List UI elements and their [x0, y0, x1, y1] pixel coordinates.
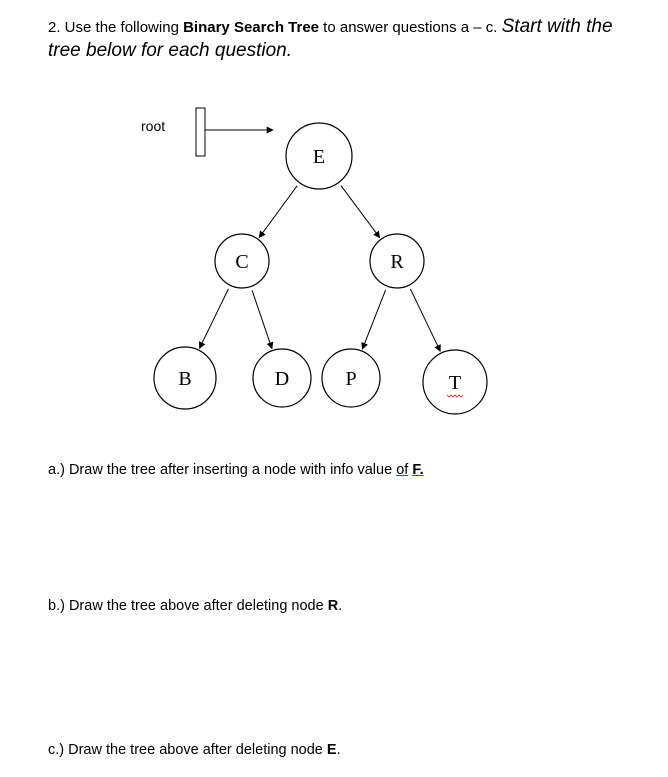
part-c-value: E: [326, 742, 337, 758]
node-c: [215, 234, 269, 288]
root-label: root: [141, 118, 166, 134]
node-b: [154, 347, 216, 409]
node-r: [370, 234, 424, 288]
node-label-c: C: [235, 251, 249, 273]
part-b-text: b.) Draw the tree above after deleting node: [48, 598, 328, 614]
part-c-end: .: [336, 742, 341, 758]
part-a-text: a.) Draw the tree after inserting a node with info value: [48, 462, 397, 478]
node-label-p: P: [345, 368, 357, 390]
question-intro: Use the following: [60, 19, 184, 36]
edge-r-t: [410, 289, 440, 351]
question-bold-term: Binary Search Tree: [183, 19, 320, 36]
part-c: [48, 742, 341, 758]
part-b: [48, 598, 342, 614]
node-p: [322, 349, 380, 407]
question-emphasis-2: tree below for each question.: [48, 40, 292, 61]
node-t: [423, 350, 487, 414]
question-intro-rest: to answer questions a – c.: [319, 19, 502, 36]
edge-e-r: [341, 186, 380, 238]
question-emphasis-1: Start with the: [501, 16, 613, 37]
edge-c-b: [199, 289, 228, 348]
root-pointer-box: [196, 108, 205, 156]
node-label-e: E: [312, 146, 326, 168]
part-a: [48, 462, 424, 478]
node-label-t: T: [448, 372, 462, 394]
tree-nodes: [154, 123, 487, 414]
edge-c-d: [252, 290, 272, 348]
node-d: [253, 349, 311, 407]
node-label-d: D: [274, 368, 290, 390]
part-c-text: c.) Draw the tree above after deleting node: [48, 742, 327, 758]
question-number: 2.: [48, 19, 61, 36]
part-b-end: .: [338, 598, 343, 614]
part-a-value: F.: [412, 462, 424, 478]
node-label-b: B: [178, 368, 192, 390]
node-e: [286, 123, 352, 189]
part-a-of: of: [396, 462, 409, 478]
node-label-r: R: [390, 251, 404, 273]
edge-r-p: [362, 290, 385, 349]
part-b-value: R: [327, 598, 339, 614]
edge-e-c: [259, 186, 297, 238]
